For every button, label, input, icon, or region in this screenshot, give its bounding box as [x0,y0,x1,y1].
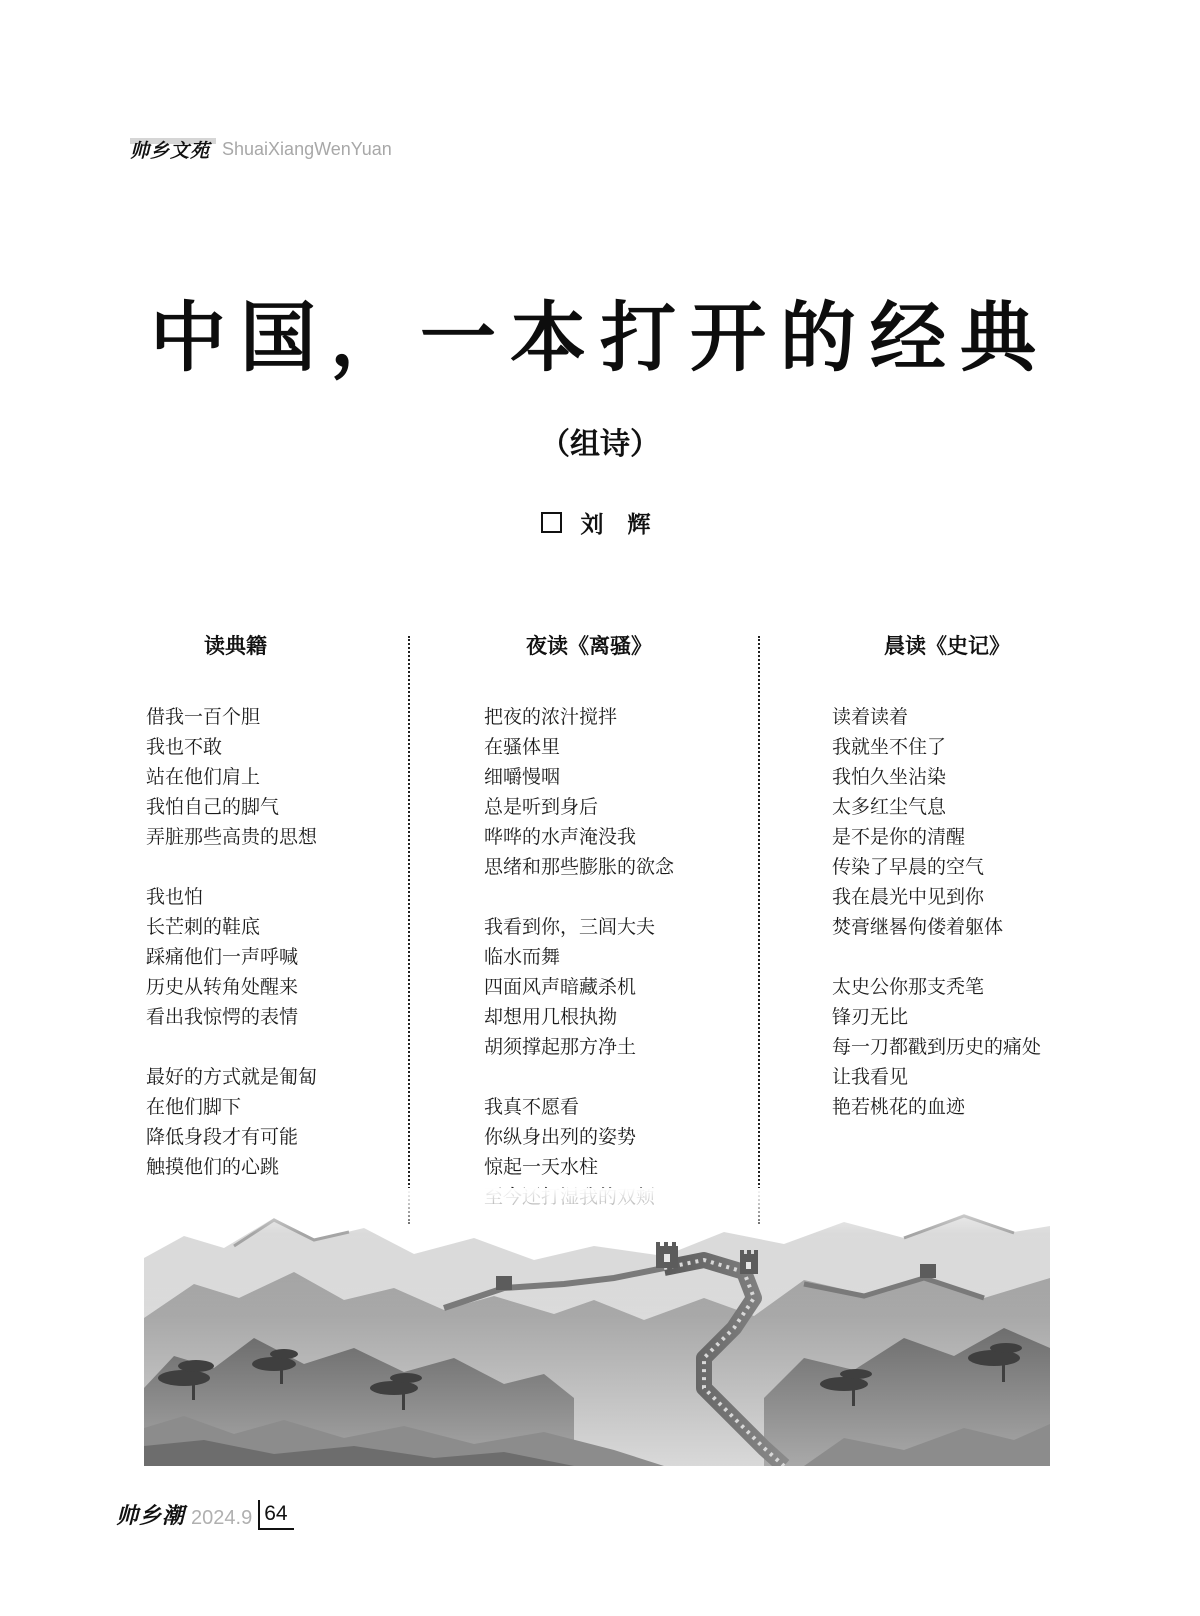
poem-line: 惊起一天水柱 [484,1156,599,1178]
poem-line: 总是听到身后 [484,796,599,818]
poem-line: 读着读着 [832,706,909,728]
poem-line: 踩痛他们一声呼喊 [146,946,299,968]
poem-line: 我就坐不住了 [832,736,947,758]
poem-line: 历史从转角处醒来 [146,976,299,998]
stanza [832,972,1092,1122]
article-subtitle: （组诗） [540,427,660,462]
page-footer [116,1494,294,1530]
poem-line: 是不是你的清醒 [832,826,966,848]
poem-line: 让我看见 [832,1066,909,1088]
poem-line: 却想用几根执拗 [484,1006,618,1028]
stanza [146,702,396,852]
poem-line: 我看到你，三闾大夫 [484,916,656,938]
stanza [484,912,744,1062]
poem-column-3 [832,632,1092,1152]
poem-line: 哗哗的水声淹没我 [484,826,637,848]
poem-line: 胡须撑起那方净土 [484,1036,637,1058]
poem-line: 我也不敢 [146,736,223,758]
poem-line: 长芒刺的鞋底 [146,916,261,938]
author-name: 刘 辉 [580,512,659,538]
poem-title: 晨读《史记》 [884,634,1010,658]
poem-line: 锋刃无比 [832,1006,909,1028]
poem-line: 站在他们肩上 [146,766,261,788]
stanza [146,1062,396,1182]
poem-line: 太多红尘气息 [832,796,947,818]
column-divider [408,636,410,1224]
poem-line: 每一刀都戳到历史的痛处 [832,1036,1042,1058]
poem-line: 你纵身出列的姿势 [484,1126,637,1148]
footer-brand: 帅乡潮 [116,1503,186,1529]
section-brand: 帅乡文苑 [130,136,216,163]
poem-line: 焚膏继晷佝偻着躯体 [832,916,1004,938]
great-wall-illustration [144,1188,1050,1466]
column-divider [758,636,760,1224]
footer-issue: 2024.9 [191,1507,253,1529]
article-author [0,512,1200,537]
poem-line: 我怕自己的脚气 [146,796,280,818]
poem-line: 太史公你那支秃笔 [832,976,985,998]
stanza [484,702,744,882]
stanza [146,882,396,1032]
poem-line: 在他们脚下 [146,1096,242,1118]
poem-line: 临水而舞 [484,946,561,968]
poem-column-2 [484,632,744,1242]
article-title: 中国，一本打开的经典 [150,293,1050,382]
section-pinyin: ShuaiXiangWenYuan [222,138,392,159]
poem-line: 我真不愿看 [484,1096,580,1118]
poem-line: 四面风声暗藏杀机 [484,976,637,998]
poem-column-1 [146,632,396,1212]
poem-line: 细嚼慢咽 [484,766,561,788]
author-square-icon [541,512,562,533]
poem-line: 触摸他们的心跳 [146,1156,280,1178]
poem-title: 夜读《离骚》 [526,634,652,658]
poem-line: 把夜的浓汁搅拌 [484,706,618,728]
poem-title: 读典籍 [204,634,267,658]
poem-line: 我在晨光中见到你 [832,886,985,908]
poem-line: 我也怕 [146,886,204,908]
poem-line: 传染了早晨的空气 [832,856,985,878]
poem-line: 我怕久坐沾染 [832,766,947,788]
poem-line: 思绪和那些膨胀的欲念 [484,856,675,878]
poem-line: 在骚体里 [484,736,561,758]
poem-line: 弄脏那些高贵的思想 [146,826,318,848]
section-header [130,136,392,162]
stanza [832,702,1092,942]
poem-line: 最好的方式就是匍匐 [146,1066,318,1088]
poem-line: 借我一百个胆 [146,706,261,728]
poem-line: 降低身段才有可能 [146,1126,299,1148]
page-number: 64 [258,1500,293,1530]
poem-line: 看出我惊愕的表情 [146,1006,299,1028]
poem-line: 艳若桃花的血迹 [832,1096,966,1118]
